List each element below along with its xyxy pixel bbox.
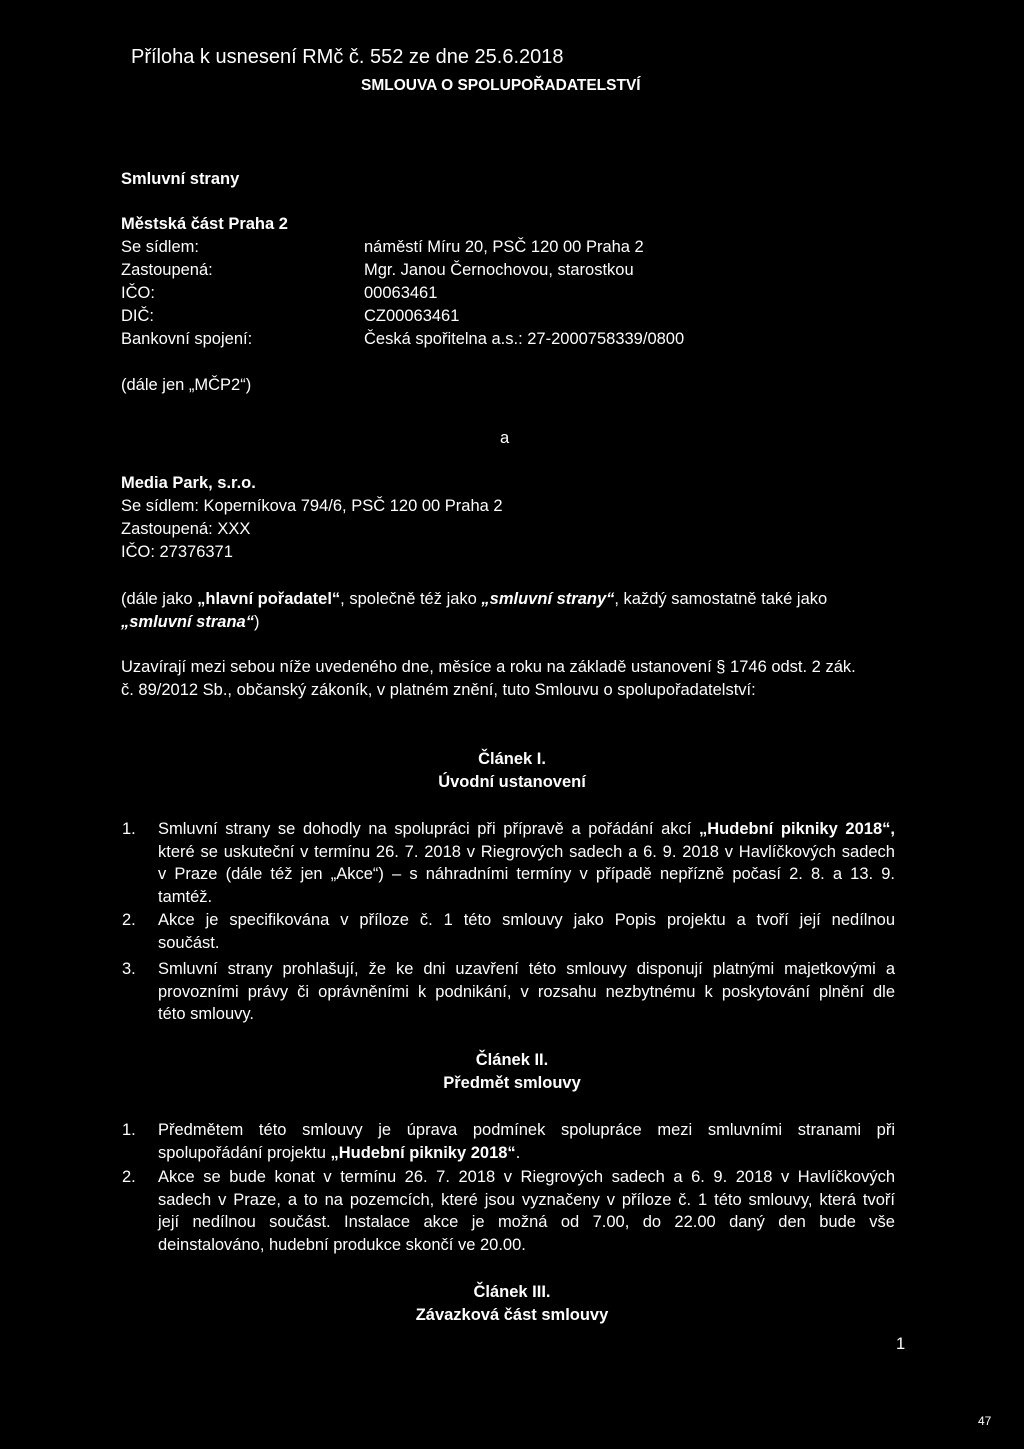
text-line [158,818,895,841]
article3-number: Článek III. [473,1283,551,1301]
text-line: tamtéž. [158,887,213,906]
article3-title: Závazková část smlouvy [415,1306,609,1324]
text-line: provozními právy či oprávněními k podnikání, v rozsahu nezbytnému k poskytování plnění dle [158,982,895,1001]
text-line: Smluvní strany prohlašují, že ke dni uzavření této smlouvy disponují platnými majetkovými a [158,960,895,978]
party1-dic-label: DIČ: [121,307,154,325]
party1-alias: (dále jen „MČP2“) [121,376,252,394]
article2-number: Článek II. [475,1051,549,1069]
party1-seat-label: Se sídlem: [121,238,199,256]
article2-item2-text [158,1166,895,1256]
event-name: „Hudební pikniky 2018“ [699,820,891,838]
alias-contracting-party: „smluvní strana“ [121,613,254,631]
annex-reference: Příloha k usnesení RMč č. 552 ze dne 25.6.2018 [131,46,564,68]
party1-bank-label: Bankovní spojení: [121,330,253,348]
text-run: , [890,820,895,838]
text-line: této smlouvy. [158,1005,254,1023]
party1-name: Městská část Praha 2 [121,215,288,233]
article1-item1-text [158,818,895,908]
alias-text: ) [253,613,260,631]
text-line: v Praze (dále též jen „Akce“) – s náhradními termíny v případě nepřízně počasí 2. 8. a 13. 9. [158,865,895,883]
text-line: Předmětem této smlouvy je úprava podmínek spolupráce mezi smluvními stranami při [158,1121,895,1139]
event-name: „Hudební pikniky 2018“ [330,1143,516,1162]
alias-contracting-parties: „smluvní strany“ [481,590,615,608]
text-run: spolupořádání projektu [158,1143,331,1162]
article2-title: Předmět smlouvy [443,1074,581,1092]
article2-item1-number: 1. [122,1121,136,1139]
text-line [158,1142,895,1165]
article1-title: Úvodní ustanovení [438,773,586,791]
alias-text: , každý samostatně také jako [614,590,828,608]
alias-text: (dále jako [121,590,198,608]
alias-main-organizer: „hlavní pořadatel“ [197,590,341,608]
text-line: její nedílnou součást. Instalace akce je možná od 7.00, do 22.00 daný den bude vše [158,1213,895,1231]
parties-heading: Smluvní strany [121,170,240,188]
party2-alias [121,588,827,610]
party1-represented-label: Zastoupená: [121,261,213,279]
article2-item2-number: 2. [122,1168,136,1186]
party1-ico-label: IČO: [121,284,155,302]
party2-name: Media Park, s.r.o. [121,474,256,492]
text-line: součást. [158,933,220,952]
party2-represented: Zastoupená: XXX [121,520,251,538]
party1-dic-value: CZ00063461 [364,307,460,325]
article2-item1-text [158,1119,895,1164]
conjunction: a [500,429,510,447]
preamble-line-1: Uzavírají mezi sebou níže uvedeného dne, měsíce a roku na základě ustanovení § 1746 odst. 2 zák. [121,658,856,676]
article1-item3-number: 3. [122,960,136,978]
text-line: Akce se bude konat v termínu 26. 7. 2018 v Riegrových sadech a 6. 9. 2018 v Havlíčkových [158,1168,895,1186]
page-number: 1 [896,1335,906,1353]
article1-item2-number: 2. [122,911,136,929]
party2-ico: IČO: 27376371 [121,543,233,561]
preamble-line-2: č. 89/2012 Sb., občanský zákoník, v platném znění, tuto Smlouvu o spolupořadatelství: [121,681,756,699]
article1-item1-number: 1. [122,820,136,838]
party1-seat-value: náměstí Míru 20, PSČ 120 00 Praha 2 [364,238,644,256]
party1-represented-value: Mgr. Janou Černochovou, starostkou [364,261,634,279]
party1-ico-value: 00063461 [364,284,438,302]
party2-seat: Se sídlem: Koperníkova 794/6, PSČ 120 00 Praha 2 [121,497,503,515]
article1-item3-text [158,958,895,1026]
text-line: Akce je specifikována v příloze č. 1 této smlouvy jako Popis projektu a tvoří její nedílnou [158,911,895,929]
text-run: Smluvní strany se dohodly na spolupráci při přípravě a pořádání akcí [158,820,700,838]
party2-alias-continued [121,611,259,633]
article1-item2-text [158,909,895,954]
party1-bank-value: Česká spořitelna a.s.: 27-2000758339/0800 [364,330,685,348]
text-line: které se uskuteční v termínu 26. 7. 2018 v Riegrových sadech a 6. 9. 2018 v Havlíčkových sadech [158,842,895,861]
text-run: . [515,1143,521,1162]
alias-text: , společně též jako [340,590,482,608]
document-title: SMLOUVA O SPOLUPOŘADATELSTVÍ [361,77,641,94]
text-line: sadech v Praze, a to na pozemcích, které jsou vyznačeny v příloze č. 1 této smlouvy, která tvoří [158,1190,895,1209]
article1-number: Článek I. [478,750,546,768]
corner-page-count: 47 [978,1414,992,1428]
text-line: deinstalováno, hudební produkce skončí ve 20.00. [158,1235,526,1254]
